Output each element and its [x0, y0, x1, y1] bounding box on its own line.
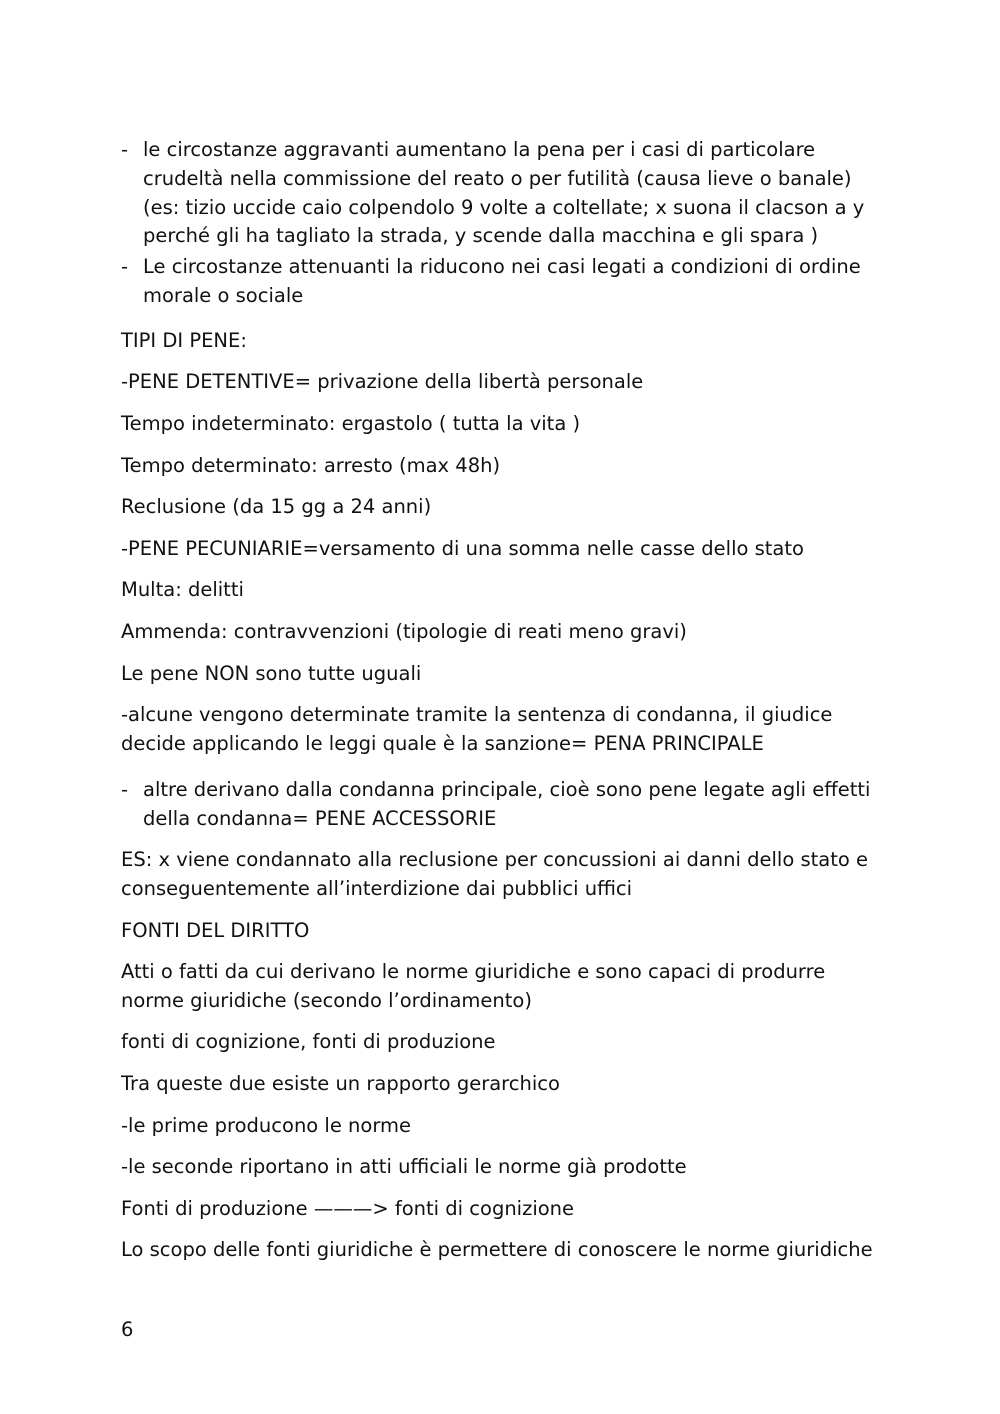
paragraph: Ammenda: contravvenzioni (tipologie di reati meno gravi) [121, 619, 687, 643]
bullet-dash: - [121, 138, 129, 161]
paragraph: Tempo determinato: arresto (max 48h) [121, 453, 501, 477]
section-heading-tipi-di-pene: TIPI DI PENE: [121, 328, 247, 352]
paragraph: Le pene NON sono tutte uguali [121, 661, 422, 685]
paragraph: Tempo indeterminato: ergastolo ( tutta la vita ) [121, 411, 581, 435]
bullet-item-attenuanti [121, 253, 881, 311]
bullet-item-pene-accessorie [121, 776, 881, 834]
paragraph: -PENE DETENTIVE= privazione della libertà personale [121, 370, 644, 394]
paragraph: Reclusione (da 15 gg a 24 anni) [121, 495, 432, 519]
bullet-dash: - [121, 255, 129, 279]
paragraph: Fonti di produzione ———> fonti di cognizione [121, 1196, 575, 1220]
paragraph: -PENE PECUNIARIE=versamento di una somma nelle casse dello stato [121, 536, 804, 560]
paragraph: fonti di cognizione, fonti di produzione [121, 1030, 496, 1054]
paragraph: Multa: delitti [121, 578, 244, 602]
section-heading-fonti-del-diritto: FONTI DEL DIRITTO [121, 918, 310, 942]
paragraph: Lo scopo delle fonti giuridiche è permettere di conoscere le norme giuridiche [121, 1238, 873, 1262]
paragraph: ES: x viene condannato alla reclusione per concussioni ai danni dello stato e conseguentemente all’interdizione dai pubblici uffici [121, 848, 868, 900]
bullet-dash: - [121, 777, 129, 801]
paragraph: Atti o fatti da cui derivano le norme giuridiche e sono capaci di produrre norme giuridiche (secondo l’ordinamento) [121, 960, 826, 1012]
paragraph: -le seconde riportano in atti ufficiali le norme già prodotte [121, 1155, 687, 1179]
bullet-text: Le circostanze attenuanti la riducono nei casi legati a condizioni di ordine morale o sociale [143, 255, 861, 307]
page-number: 6 [121, 1318, 134, 1341]
paragraph: -le prime producono le norme [121, 1113, 411, 1137]
bullet-item-aggravanti [121, 136, 881, 251]
page-content [121, 136, 881, 1265]
paragraph: -alcune vengono determinate tramite la sentenza di condanna, il giudice decide applicando le leggi quale è la sanzione= PENA PRINCIPALE [121, 703, 833, 755]
bullet-text: altre derivano dalla condanna principale, cioè sono pene legate agli effetti della condanna= PENE ACCESSORIE [143, 777, 871, 830]
bullet-text: le circostanze aggravanti aumentano la pena per i casi di particolare crudeltà nella commissione del reato o per futilità (causa lieve o banale) (es: tizio uccide caio colpendolo 9 volte a coltellate; x suona il clacson a y perché gli ha tagliato la strada, y scende dalla macchina e gli spara ) [143, 138, 865, 248]
paragraph: Tra queste due esiste un rapporto gerarchico [121, 1072, 560, 1096]
